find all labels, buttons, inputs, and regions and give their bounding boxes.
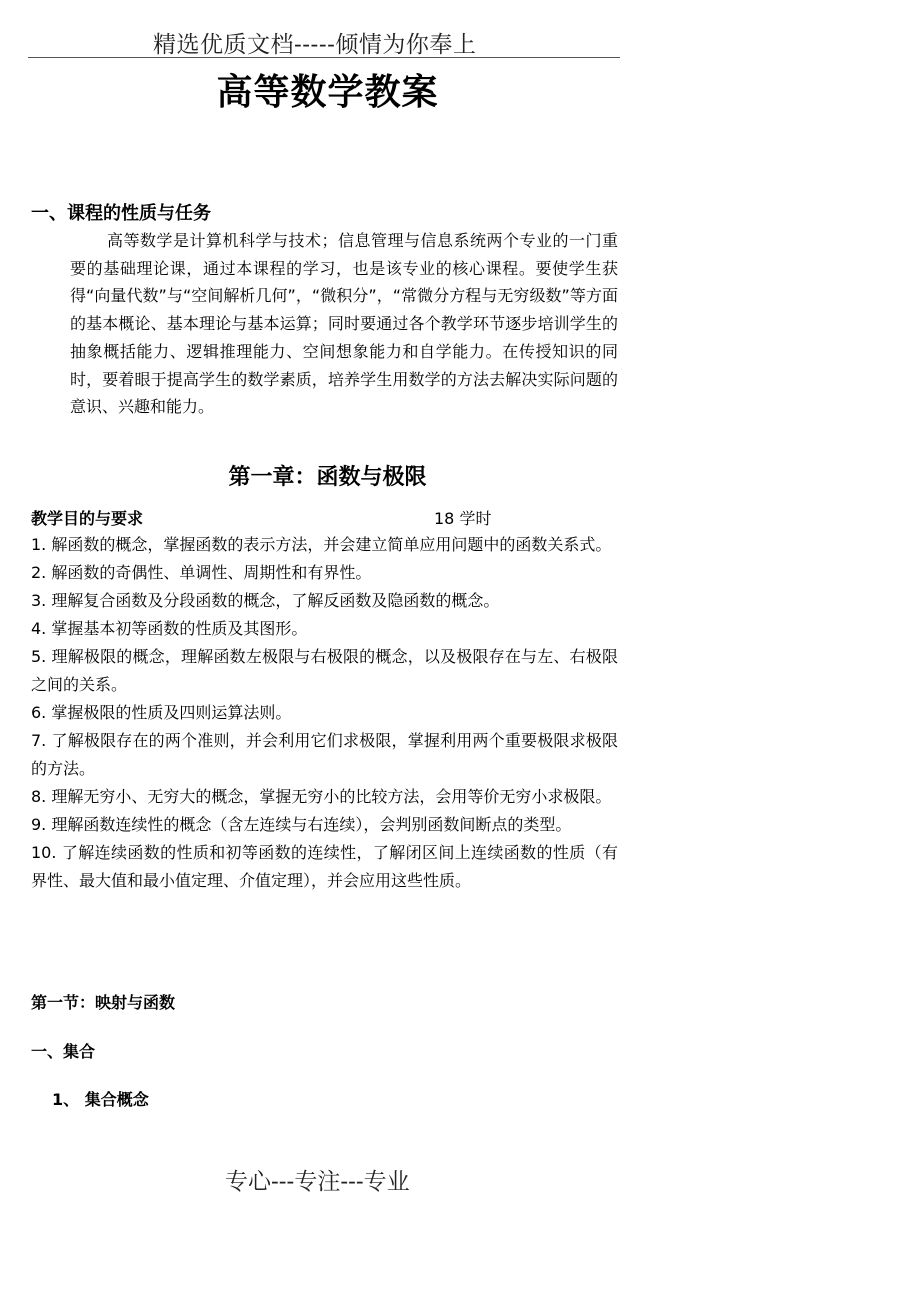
page-footer: 专心---专注---专业: [225, 1169, 410, 1195]
list-item: 6. 掌握极限的性质及四则运算法则。: [31, 703, 292, 722]
subsection-heading: 一、集合: [31, 1042, 96, 1061]
list-item: 5. 理解极限的概念，理解函数左极限与右极限的概念，以及极限存在与左、右极限之间的关系。: [31, 647, 618, 694]
header-divider: [28, 57, 620, 58]
page-header: 精选优质文档-----倾情为你奉上: [153, 32, 477, 58]
section-title: 第一节：映射与函数: [31, 993, 176, 1012]
document-title: 高等数学教案: [216, 72, 439, 113]
list-item: 1. 解函数的概念，掌握函数的表示方法，并会建立简单应用问题中的函数关系式。: [31, 535, 612, 554]
list-item: 8. 理解无穷小、无穷大的概念，掌握无穷小的比较方法，会用等价无穷小求极限。: [31, 787, 612, 806]
chapter-title: 第一章：函数与极限: [228, 465, 427, 490]
list-item: 10. 了解连续函数的性质和初等函数的连续性，了解闭区间上连续函数的性质（有界性、最大值和最小值定理、介值定理），并会应用这些性质。: [31, 843, 618, 890]
list-item: 4. 掌握基本初等函数的性质及其图形。: [31, 619, 308, 638]
section-heading-course-nature: 一、课程的性质与任务: [31, 203, 211, 224]
list-item: 3. 理解复合函数及分段函数的概念，了解反函数及隐函数的概念。: [31, 591, 500, 610]
goals-header-row: [31, 506, 618, 530]
goals-list: [31, 531, 618, 895]
list-item: 7. 了解极限存在的两个准则，并会利用它们求极限，掌握利用两个重要极限求极限的方法。: [31, 731, 618, 778]
hours-label: 18 学时: [434, 509, 492, 528]
item-heading: 1、 集合概念: [52, 1090, 149, 1109]
course-description-paragraph: 高等数学是计算机科学与技术；信息管理与信息系统两个专业的一门重要的基础理论课，通过本课程的学习，也是该专业的核心课程。要使学生获得“向量代数”与“空间解析几何”，“微积分”，“常微分方程与无穷级数”等方面的基本概论、基本理论与基本运算；同时要通过各个教学环节逐步培训学生的抽象概括能力、逻辑推理能力、空间想象能力和自学能力。在传授知识的同时，要着眼于提高学生的数学素质，培养学生用数学的方法去解决实际问题的意识、兴趣和能力。: [70, 231, 618, 417]
list-item: 2. 解函数的奇偶性、单调性、周期性和有界性。: [31, 563, 372, 582]
goals-label: 教学目的与要求: [31, 509, 144, 528]
list-item: 9. 理解函数连续性的概念（含左连续与右连续），会判别函数间断点的类型。: [31, 815, 572, 834]
